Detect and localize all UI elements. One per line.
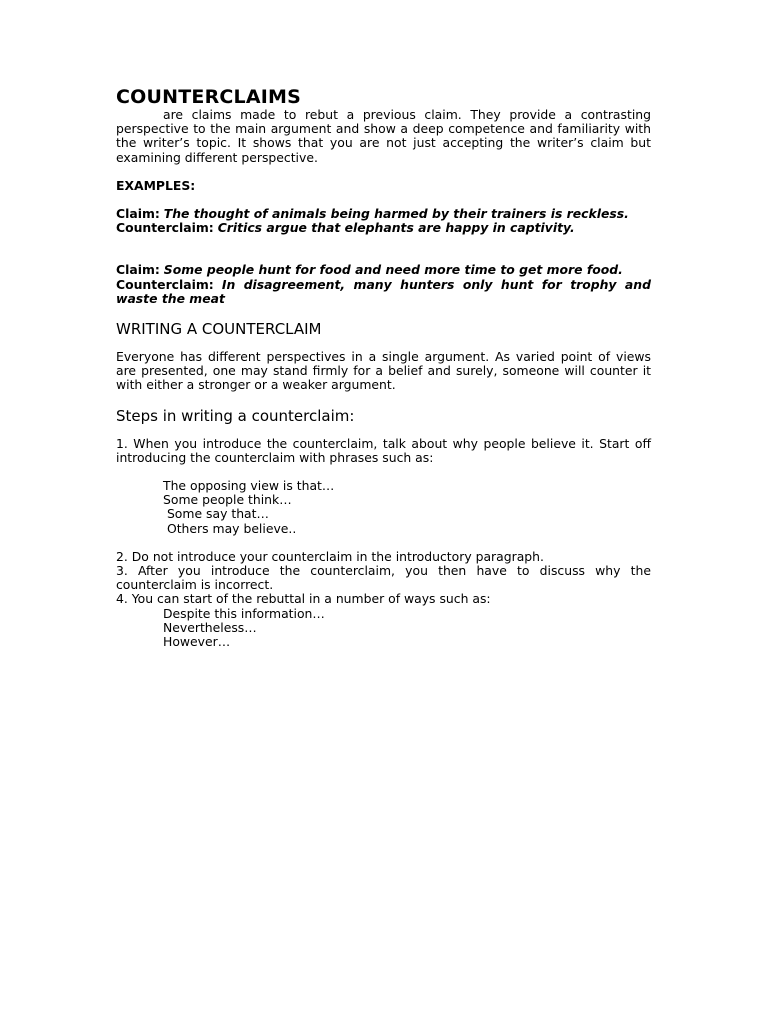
steps-heading: Steps in writing a counterclaim: xyxy=(116,406,355,425)
counterclaim-line-2 xyxy=(116,278,651,306)
writing-heading: WRITING A COUNTERCLAIM xyxy=(116,320,322,339)
phrase-item: Some people think… xyxy=(163,492,292,508)
step-3: 3. After you introduce the counterclaim, you then have to discuss why the counterclaim is incorrect. xyxy=(116,563,651,593)
phrase-list xyxy=(116,479,651,536)
rebuttal-item: However… xyxy=(163,634,231,650)
step-2: 2. Do not introduce your counterclaim in the introductory paragraph. xyxy=(116,548,544,564)
phrase-item: Some say that… xyxy=(163,506,269,522)
counterclaim-label: Counterclaim: xyxy=(116,276,214,292)
rebuttal-list xyxy=(116,607,651,650)
counterclaim-line-1 xyxy=(116,221,651,235)
intro-paragraph: are claims made to rebut a previous claim. They provide a contrasting perspective to the main argument and show a deep competence and familiarity with the writer’s topic. It shows that you are not just accepting the writer’s claim but examining different perspective. xyxy=(116,107,651,165)
rebuttal-item: Despite this information… xyxy=(163,605,325,621)
step-1: 1. When you introduce the counterclaim, talk about why people believe it. Start off introducing the counterclaim with phrases such as: xyxy=(116,435,651,465)
rebuttal-item: Nevertheless… xyxy=(163,619,257,635)
claim-line-1 xyxy=(116,207,651,221)
phrase-item: The opposing view is that… xyxy=(163,478,335,494)
claim-line-2 xyxy=(116,263,651,277)
claim-text: Some people hunt for food and need more time to get more food. xyxy=(163,262,623,278)
counterclaim-label: Counterclaim: xyxy=(116,220,214,236)
counterclaim-text: Critics argue that elephants are happy in captivity. xyxy=(217,220,575,236)
counterclaim-text: In disagreement, many hunters only hunt for trophy and waste the meat xyxy=(116,276,651,306)
claim-text: The thought of animals being harmed by their trainers is reckless. xyxy=(163,206,629,222)
document-page xyxy=(116,86,651,649)
example-pair-2 xyxy=(116,263,651,306)
writing-paragraph: Everyone has different perspectives in a single argument. As varied point of views are presented, one may stand firmly for a belief and surely, someone will counter it with either a stronger or a weaker argument. xyxy=(116,349,651,393)
step-4: 4. You can start of the rebuttal in a number of ways such as: xyxy=(116,591,491,607)
example-pair-1 xyxy=(116,207,651,235)
claim-label: Claim: xyxy=(116,206,160,222)
steps-list xyxy=(116,550,651,607)
document-title: COUNTERCLAIMS xyxy=(116,86,302,108)
examples-label: EXAMPLES: xyxy=(116,177,196,193)
claim-label: Claim: xyxy=(116,262,160,278)
phrase-item: Others may believe.. xyxy=(163,520,297,536)
